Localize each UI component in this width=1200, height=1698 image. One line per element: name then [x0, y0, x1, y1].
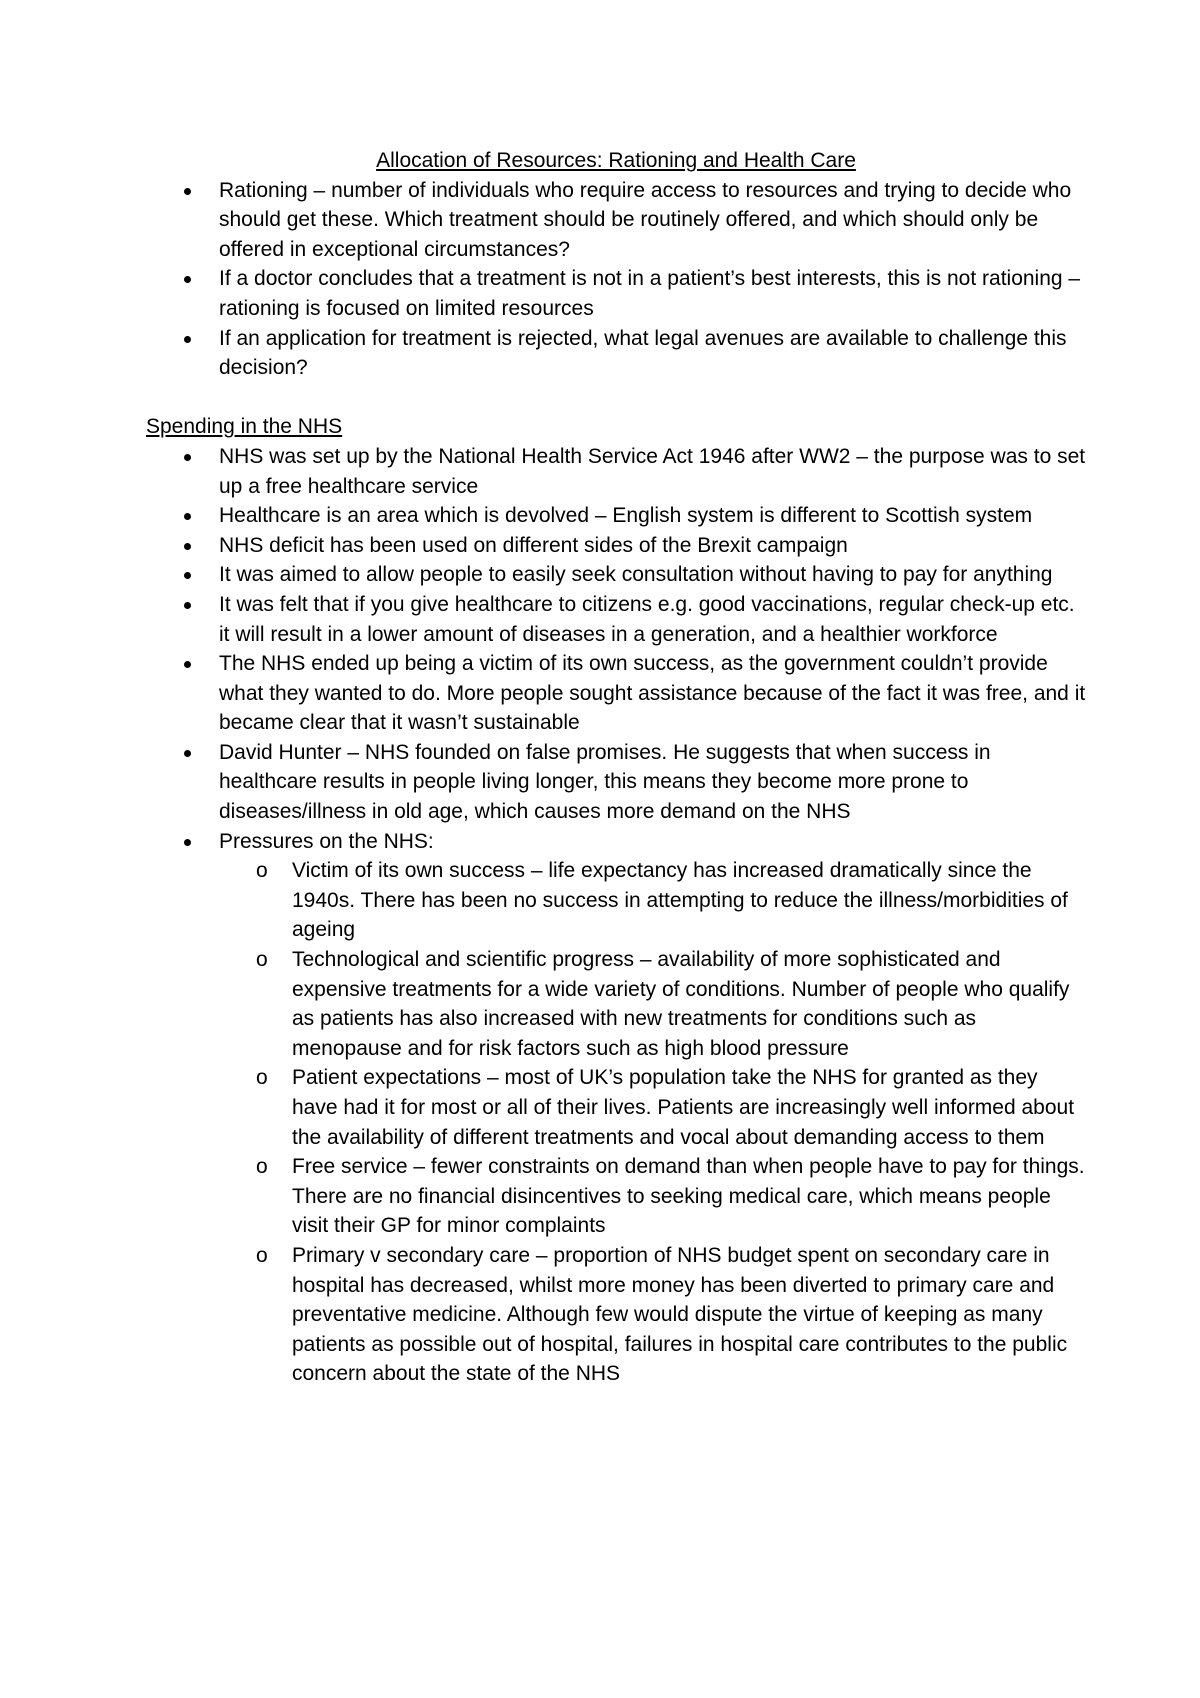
bullet-text: Healthcare is an area which is devolved – English system is different to Scottish system — [219, 504, 1033, 528]
list-item — [146, 501, 1086, 531]
bullet-icon — [184, 572, 191, 579]
bullet-text: Pressures on the NHS: — [219, 829, 434, 853]
section-bullet-list — [146, 442, 1086, 1389]
list-item — [219, 945, 1086, 1063]
bullet-icon — [184, 513, 191, 520]
document-body — [146, 146, 1086, 1389]
list-item — [146, 738, 1086, 827]
list-item — [146, 560, 1086, 590]
sub-bullet-text: Technological and scientific progress – availability of more sophisticated and expensive treatments for a wide variety of conditions. Number of people who qualify as patients has also increased with new treatments for conditions such as menopause and for risk factors such as high blood pressure — [292, 948, 1070, 1060]
bullet-icon — [184, 276, 191, 283]
list-item — [219, 1241, 1086, 1389]
hollow-bullet-icon: o — [256, 859, 268, 883]
hollow-bullet-icon: o — [256, 1243, 268, 1267]
bullet-icon — [184, 750, 191, 757]
bullet-text: The NHS ended up being a victim of its own success, as the government couldn’t provide what they wanted to do. More people sought assistance because of the fact it was free, and it became clear that it wasn’t sustainable — [219, 652, 1086, 735]
hollow-bullet-icon: o — [256, 1155, 268, 1179]
section-heading: Spending in the NHS — [146, 415, 343, 439]
bullet-icon — [184, 661, 191, 668]
list-item — [146, 442, 1086, 501]
list-item — [146, 324, 1086, 383]
bullet-text: Rationing – number of individuals who require access to resources and trying to decide who should get these. Which treatment should be routinely offered, and which should only be offered in exceptional circumstances? — [219, 178, 1072, 261]
sub-bullet-text: Patient expectations – most of UK’s population take the NHS for granted as they have had it for most or all of their lives. Patients are increasingly well informed about the availability of different treatments and vocal about demanding access to them — [292, 1066, 1075, 1149]
list-item — [146, 531, 1086, 561]
sub-bullet-text: Victim of its own success – life expectancy has increased dramatically since the 1940s. There has been no success in attempting to reduce the illness/morbidities of ageing — [292, 859, 1068, 942]
list-item — [146, 264, 1086, 323]
bullet-icon — [184, 336, 191, 343]
sub-bullet-text: Primary v secondary care – proportion of NHS budget spent on secondary care in hospital has decreased, whilst more money has been diverted to primary care and preventative medicine. Although few would dispute the virtue of keeping as many patients as possible out of hospital, failures in hospital care contributes to the public concern about the state of the NHS — [292, 1243, 1068, 1386]
bullet-icon — [184, 543, 191, 550]
bullet-text: NHS was set up by the National Health Service Act 1946 after WW2 – the purpose was to set up a free healthcare service — [219, 444, 1086, 498]
list-item — [146, 590, 1086, 649]
bullet-text: It was aimed to allow people to easily seek consultation without having to pay for anything — [219, 563, 1053, 587]
list-item — [219, 1063, 1086, 1152]
list-item — [219, 856, 1086, 945]
hollow-bullet-icon: o — [256, 1066, 268, 1090]
list-item — [146, 649, 1086, 738]
hollow-bullet-icon: o — [256, 948, 268, 972]
bullet-text: If a doctor concludes that a treatment is not in a patient’s best interests, this is not rationing – rationing is focused on limited resources — [219, 267, 1081, 320]
list-item — [146, 827, 1086, 1389]
bullet-icon — [184, 602, 191, 609]
pressures-sub-list — [219, 856, 1086, 1389]
list-item — [146, 176, 1086, 265]
intro-bullet-list — [146, 176, 1086, 383]
bullet-text: David Hunter – NHS founded on false promises. He suggests that when success in healthcare results in people living longer, this means they become more prone to diseases/illness in old age, which causes more demand on the NHS — [219, 740, 991, 824]
bullet-icon — [184, 454, 191, 461]
document-title: Allocation of Resources: Rationing and Health Care — [376, 149, 856, 172]
bullet-icon — [184, 839, 191, 846]
bullet-text: NHS deficit has been used on different sides of the Brexit campaign — [219, 533, 848, 557]
bullet-text: If an application for treatment is rejected, what legal avenues are available to challenge this decision? — [219, 326, 1067, 380]
bullet-icon — [184, 188, 191, 195]
sub-bullet-text: Free service – fewer constraints on demand than when people have to pay for things. There are no financial disincentives to seeking medical care, which means people visit their GP for minor complaints — [292, 1155, 1085, 1238]
bullet-text: It was felt that if you give healthcare to citizens e.g. good vaccinations, regular check-up etc. it will result in a lower amount of diseases in a generation, and a healthier workforce — [219, 592, 1075, 646]
list-item — [219, 1152, 1086, 1241]
